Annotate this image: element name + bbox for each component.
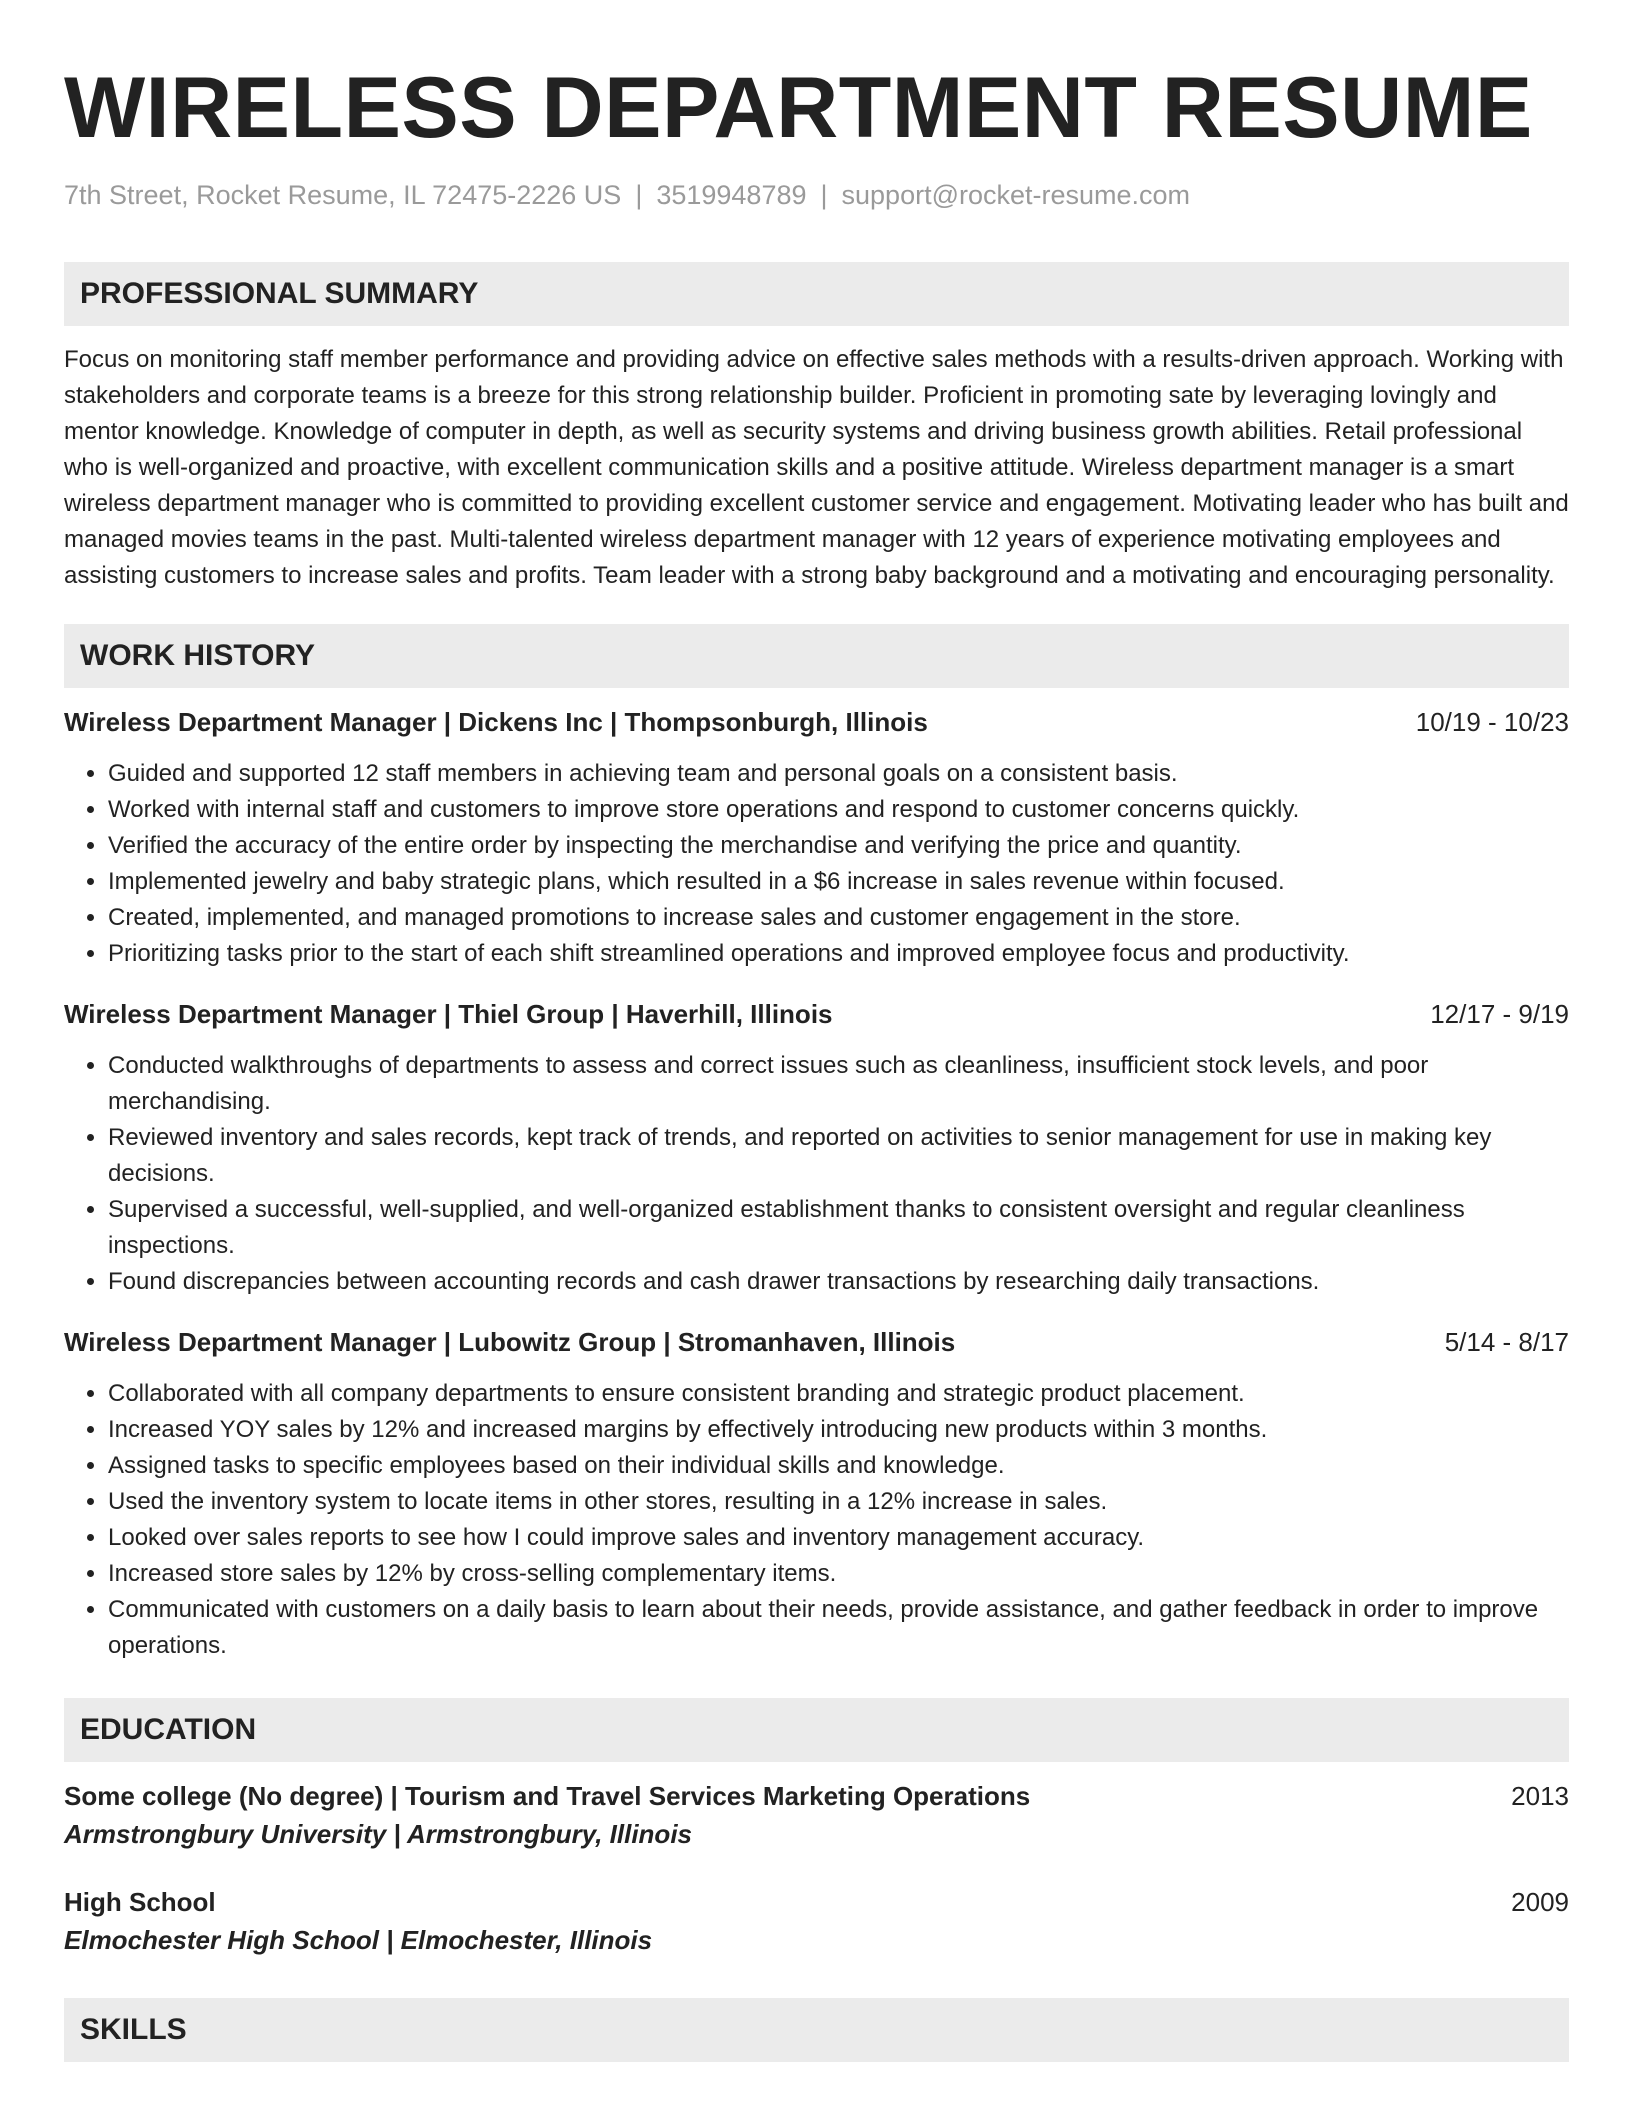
education-header xyxy=(64,1884,1569,1920)
education-degree: High School xyxy=(64,1887,216,1917)
job-dates: 5/14 - 8/17 xyxy=(1444,1327,1569,1357)
resume-title: WIRELESS DEPARTMENT RESUME xyxy=(64,60,1533,156)
job-bullet: • Verified the accuracy of the entire order by inspecting the merchandise and verifying the price and quantity. xyxy=(108,828,1569,864)
job-bullet: • Assigned tasks to specific employees based on their individual skills and knowledge. xyxy=(108,1448,1569,1484)
job-bullet: • Used the inventory system to locate items in other stores, resulting in a 12% increase in sales. xyxy=(108,1484,1569,1520)
section-heading-education: EDUCATION xyxy=(64,1698,1569,1762)
job-title: Wireless Department Manager | Dickens Inc | Thompsonburgh, Illinois xyxy=(64,707,928,737)
contact-line xyxy=(64,178,1569,212)
education-entry xyxy=(64,1778,1569,1852)
job-entry xyxy=(64,996,1569,1300)
job-entry xyxy=(64,704,1569,972)
contact-separator: | xyxy=(635,180,643,210)
education-year: 2013 xyxy=(1511,1781,1569,1811)
job-bullet: • Collaborated with all company departments to ensure consistent branding and strategic product placement. xyxy=(108,1376,1569,1412)
job-bullets xyxy=(64,756,1569,972)
contact-email: support@rocket-resume.com xyxy=(841,180,1191,210)
job-dates: 12/17 - 9/19 xyxy=(1430,999,1569,1029)
education-entry xyxy=(64,1884,1569,1958)
contact-address: 7th Street, Rocket Resume, IL 72475-2226 US xyxy=(64,180,622,210)
job-bullet: • Looked over sales reports to see how I could improve sales and inventory management accuracy. xyxy=(108,1520,1569,1556)
job-bullet: • Guided and supported 12 staff members in achieving team and personal goals on a consistent basis. xyxy=(108,756,1569,792)
job-bullet: • Supervised a successful, well-supplied, and well-organized establishment thanks to consistent oversight and regular cleanliness inspections. xyxy=(108,1192,1569,1264)
job-bullets xyxy=(64,1048,1569,1300)
section-heading-summary: PROFESSIONAL SUMMARY xyxy=(64,262,1569,326)
job-bullet: • Conducted walkthroughs of departments to assess and correct issues such as cleanliness, insufficient stock levels, and poor merchandising. xyxy=(108,1048,1569,1120)
job-bullet: • Implemented jewelry and baby strategic plans, which resulted in a $6 increase in sales revenue within focused. xyxy=(108,864,1569,900)
contact-separator: | xyxy=(820,180,828,210)
job-bullet: • Found discrepancies between accounting records and cash drawer transactions by researching daily transactions. xyxy=(108,1264,1569,1300)
summary-text: Focus on monitoring staff member performance and providing advice on effective sales methods with a results-driven approach. Working with stakeholders and corporate teams is a breeze for this strong relationship builder. Proficient in promoting sate by leveraging lovingly and mentor knowledge. Knowledge of computer in depth, as well as security systems and driving business growth abilities. Retail professional who is well-organized and proactive, with excellent communication skills and a positive attitude. Wireless department manager is a smart wireless department manager who is committed to providing excellent customer service and engagement. Motivating leader who has built and managed movies teams in the past. Multi-talented wireless department manager with 12 years of experience motivating employees and assisting customers to increase sales and profits. Team leader with a strong baby background and a motivating and encouraging personality. xyxy=(64,346,1569,589)
education-degree: Some college (No degree) | Tourism and Travel Services Marketing Operations xyxy=(64,1781,1031,1811)
job-header xyxy=(64,1324,1569,1360)
education-school: Elmochester High School | Elmochester, Illinois xyxy=(64,1925,653,1955)
job-header xyxy=(64,704,1569,740)
section-heading-work-history: WORK HISTORY xyxy=(64,624,1569,688)
job-bullets xyxy=(64,1376,1569,1664)
education-year: 2009 xyxy=(1511,1887,1569,1917)
job-bullet: • Increased YOY sales by 12% and increased margins by effectively introducing new products within 3 months. xyxy=(108,1412,1569,1448)
education-school: Armstrongbury University | Armstrongbury, Illinois xyxy=(64,1819,692,1849)
job-header xyxy=(64,996,1569,1032)
job-title: Wireless Department Manager | Thiel Group | Haverhill, Illinois xyxy=(64,999,833,1029)
job-bullet: • Prioritizing tasks prior to the start of each shift streamlined operations and improved employee focus and productivity. xyxy=(108,936,1569,972)
job-bullet: • Increased store sales by 12% by cross-selling complementary items. xyxy=(108,1556,1569,1592)
job-bullet: • Reviewed inventory and sales records, kept track of trends, and reported on activities to senior management for use in making key decisions. xyxy=(108,1120,1569,1192)
section-heading-skills: SKILLS xyxy=(64,1998,1569,2062)
job-title: Wireless Department Manager | Lubowitz Group | Stromanhaven, Illinois xyxy=(64,1327,956,1357)
education-header xyxy=(64,1778,1569,1814)
job-bullet: • Worked with internal staff and customers to improve store operations and respond to customer concerns quickly. xyxy=(108,792,1569,828)
contact-phone: 3519948789 xyxy=(656,180,807,210)
job-bullet: • Created, implemented, and managed promotions to increase sales and customer engagement in the store. xyxy=(108,900,1569,936)
job-bullet: • Communicated with customers on a daily basis to learn about their needs, provide assistance, and gather feedback in order to improve operations. xyxy=(108,1592,1569,1664)
job-entry xyxy=(64,1324,1569,1664)
job-dates: 10/19 - 10/23 xyxy=(1415,707,1569,737)
